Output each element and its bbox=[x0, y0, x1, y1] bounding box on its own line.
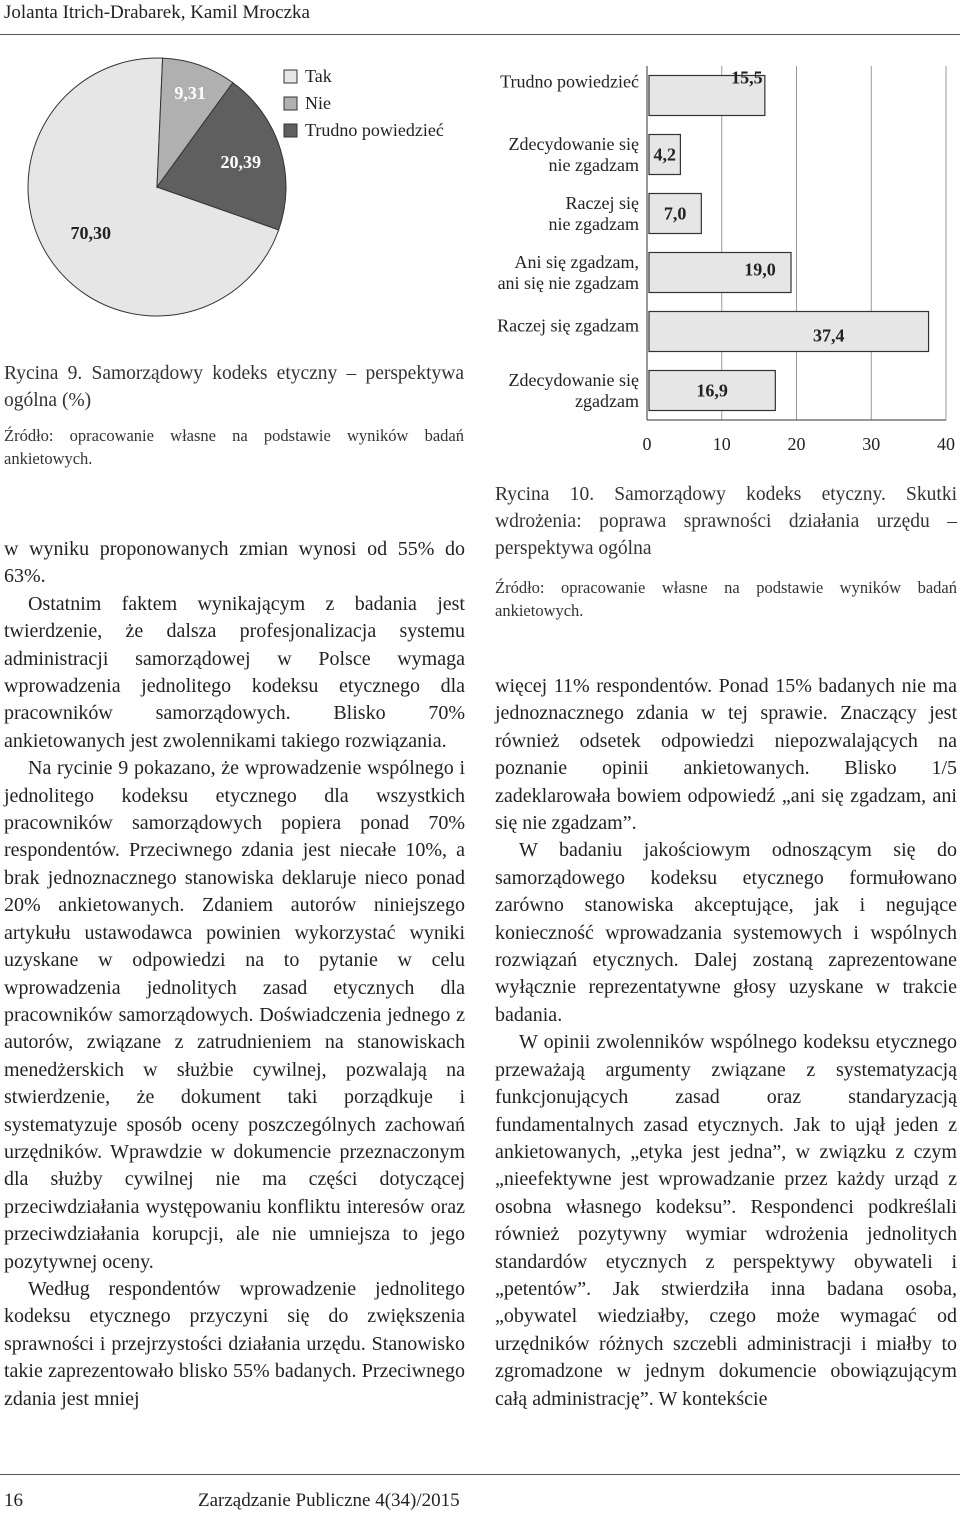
bar-chart bbox=[480, 38, 960, 463]
bar-value-label: 7,0 bbox=[663, 203, 687, 224]
figure-9-caption: Rycina 9. Samorządowy kodeks etyczny – perspektywa ogólna (%) bbox=[4, 363, 464, 411]
pie-slice-label: 70,30 bbox=[70, 222, 111, 243]
right-text-column bbox=[495, 673, 957, 1413]
pie-chart bbox=[0, 38, 470, 343]
paragraph: Według respondentów wprowadzenie jednolitego kodeksu etycznego przyczyni się do zwiększenia sprawności i przejrzystości działania urzędu. Stanowisko takie zaprezentowało blisko 55% badanych. Przeciwnego zdania jest mniej bbox=[4, 1277, 465, 1410]
category-label: nie zgadzam bbox=[548, 214, 639, 234]
legend-label: Nie bbox=[305, 93, 331, 113]
bar-value-label: 4,2 bbox=[653, 144, 676, 165]
category-label: zgadzam bbox=[575, 391, 639, 411]
x-tick-label: 0 bbox=[642, 434, 652, 454]
category-label: Raczej się zgadzam bbox=[497, 315, 639, 336]
legend-swatch bbox=[284, 124, 297, 137]
paragraph: W opinii zwolenników wspólnego kodeksu etycznego przeważają argumenty związane z systematyzacją funkcjonujących zasad oraz standaryzacją fundamentalnych zasad etycznych. Jak to ujął jeden z ankietowanych, „etyka jest jedna”, w związku z czym „nieefektywne jest wprowadzanie przez każdy urząd z osobna własnego kodeksu”. Respondenci podkreślali również pozytywny wymiar wdrożenia jednolitych standardów etycznych z perspektywy obywateli i „petentów”. Jak stwierdziła inna badana osoba, „obywatel wiedziałby, czego może wymagać od urzędników różnych szczebli administracji i miałby to zgromadzone w jednym dokumencie obowiązującym całą administrację”. W kontekście bbox=[495, 1031, 957, 1410]
page-number: 16 bbox=[4, 1490, 23, 1511]
pie-slice-label: 9,31 bbox=[174, 83, 206, 104]
category-label: ani się nie zgadzam bbox=[497, 273, 639, 293]
x-tick-label: 40 bbox=[937, 434, 955, 454]
x-tick-label: 10 bbox=[712, 434, 731, 454]
bar-value-label: 37,4 bbox=[813, 325, 845, 346]
bar-value-label: 19,0 bbox=[744, 259, 776, 280]
paragraph: Na rycinie 9 pokazano, że wprowadzenie wspólnego i jednolitego kodeksu etycznego dla wszystkich pracowników samorządowych popiera ponad 70% respondentów. Przeciwnego zdania jest niecałe 10%, a brak jednoznacznego stanowiska deklaruje nieco ponad 20% ankietowanych. Zdaniem autorów niniejszego artykułu ustawodawca powinien wykorzystać wyniki uzyskane w odpowiedzi na to pytanie w celu wprowadzenia jednolitych zasad etycznych dla pracowników samorządowych. Doświadczenia jednego z autorów, związane z zatrudnieniem na stanowiskach menedżerskich w służbie cywilnej, pozwalają na stwierdzenie, że dokument taki porządkuje i systematyzuje sposób oceny poszczególnych zachowań urzędników. Wprawdzie w dokumencie przeznaczonym dla służby cywilnej nie ma części dotyczącej przeciwdziałania występowaniu konfliktu interesów oraz przeciwdziałania korupcji, ale nie umniejsza to jego pozytywnej oceny. bbox=[4, 757, 465, 1273]
legend-swatch bbox=[284, 97, 297, 110]
figure-10-source: Źródło: opracowanie własne na podstawie wyników badań ankietowych. bbox=[495, 578, 957, 620]
pie-slice-label: 20,39 bbox=[220, 151, 262, 172]
footer-divider bbox=[0, 1474, 960, 1475]
legend-label: Tak bbox=[305, 66, 332, 86]
header-divider bbox=[0, 34, 960, 35]
bar bbox=[649, 312, 929, 352]
legend-swatch bbox=[284, 70, 297, 83]
paragraph: więcej 11% respondentów. Ponad 15% badanych nie ma jednoznacznego zdania w tej sprawie. Znaczący jest również odsetek odpowiedzi niepozwalających na poznanie opinii ankietowanych. Blisko 1/5 zadeklarowała bowiem odpowiedź „ani się zgadzam, ani się nie zgadzam”. bbox=[495, 675, 957, 835]
bar-value-label: 16,9 bbox=[696, 380, 728, 401]
category-label: Zdecydowanie się bbox=[508, 134, 639, 154]
left-text-column bbox=[4, 536, 465, 1413]
category-label: Trudno powiedzieć bbox=[500, 71, 639, 92]
running-header-authors: Jolanta Itrich-Drabarek, Kamil Mroczka bbox=[4, 2, 310, 23]
x-tick-label: 30 bbox=[862, 434, 881, 454]
category-label: Zdecydowanie się bbox=[508, 370, 639, 390]
category-label: nie zgadzam bbox=[548, 155, 639, 175]
x-tick-label: 20 bbox=[787, 434, 806, 454]
paragraph: W badaniu jakościowym odnoszącym się do samorządowego kodeksu etycznego formułowano zarówno stanowiska akceptujące, jak i negujące konieczność wprowadzania systemowych i wspólnych rozwiązań etycznych. Dalej zostaną zaprezentowane wyłącznie reprezentatywne głosy uzyskane w trakcie badania. bbox=[495, 839, 957, 1026]
figure-10-caption: Rycina 10. Samorządowy kodeks etyczny. Skutki wdrożenia: poprawa sprawności działania urzędu – perspektywa ogólna bbox=[495, 484, 957, 559]
paragraph: w wyniku proponowanych zmian wynosi od 55% do 63%. bbox=[4, 538, 465, 588]
journal-name: Zarządzanie Publiczne 4(34)/2015 bbox=[198, 1490, 460, 1511]
category-label: Raczej się bbox=[565, 193, 639, 213]
category-label: Ani się zgadzam, bbox=[514, 252, 639, 272]
figure-9-source: Źródło: opracowanie własne na podstawie wyników badań ankietowych. bbox=[4, 426, 464, 468]
paragraph: Ostatnim faktem wynikającym z badania jest twierdzenie, że dalsza profesjonalizacja systemu administracji samorządowej w Polsce wymaga wprowadzenia jednolitego kodeksu etycznego dla pracowników samorządowych. Blisko 70% ankietowanych jest zwolennikami takiego rozwiązania. bbox=[4, 592, 465, 752]
legend-label: Trudno powiedzieć bbox=[305, 120, 444, 140]
bar-value-label: 15,5 bbox=[731, 67, 763, 88]
